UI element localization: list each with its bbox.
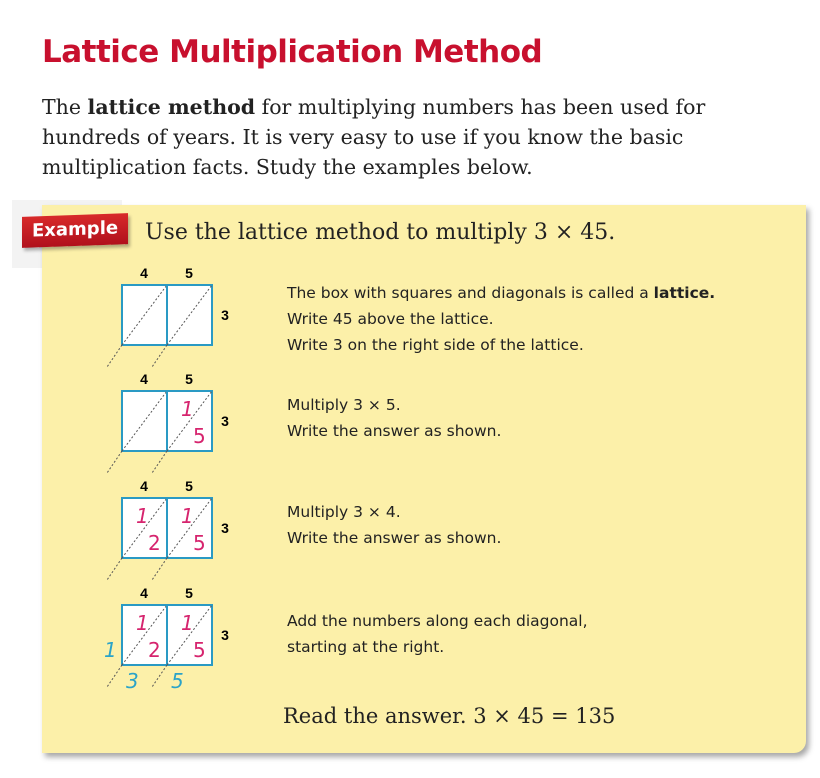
step-line: Write 45 above the lattice. (287, 310, 494, 328)
intro-bold: lattice method (87, 95, 256, 119)
diagonal-extension (152, 665, 167, 687)
lattice-top-digit: 5 (185, 585, 193, 601)
lattice-side-digit: 3 (221, 520, 229, 536)
step-description (287, 608, 588, 660)
product-ones: 5 (193, 638, 206, 662)
example-badge: Example (22, 213, 128, 248)
diagonal-extension (107, 665, 122, 687)
lattice-top-digit: 5 (185, 265, 193, 281)
term-bold: lattice. (653, 284, 716, 302)
step-description (287, 280, 715, 358)
product-ones: 2 (148, 638, 161, 662)
lattice-side-digit: 3 (221, 413, 229, 429)
diagonal-sum: 3 (126, 669, 139, 693)
step-line: The box with squares and diagonals is called a lattice. (287, 284, 716, 302)
product-tens: 1 (181, 397, 194, 421)
diagonal-extension (152, 558, 167, 580)
step-line: Multiply 3 × 5. (287, 396, 401, 414)
answer-line: Read the answer. 3 × 45 = 135 (283, 704, 616, 728)
lattice-top-digit: 4 (140, 371, 148, 387)
lattice-diagram (100, 262, 280, 382)
lattice-diagram (100, 582, 280, 702)
lattice-top-digit: 5 (185, 478, 193, 494)
product-tens: 1 (181, 611, 194, 635)
step-description (287, 392, 501, 444)
product-ones: 2 (148, 531, 161, 555)
lattice-side-digit: 3 (221, 307, 229, 323)
diagonal-extension (152, 345, 167, 367)
example-prompt: Use the lattice method to multiply 3 × 45. (145, 220, 616, 245)
diagonal-extension (107, 345, 122, 367)
intro-text: The (42, 95, 88, 119)
lattice-top-digit: 4 (140, 265, 148, 281)
lattice-diagram (100, 475, 280, 595)
step-line: Write 3 on the right side of the lattice. (287, 336, 584, 354)
diagonal-sum: 1 (104, 638, 117, 662)
product-ones: 5 (193, 531, 206, 555)
lattice-diagram (100, 368, 280, 488)
step-line: starting at the right. (287, 638, 445, 656)
step-line: Add the numbers along each diagonal, (287, 612, 588, 630)
diagonal-extension (107, 558, 122, 580)
page-title: Lattice Multiplication Method (42, 34, 543, 70)
step-line: Write the answer as shown. (287, 422, 502, 440)
product-tens: 1 (181, 504, 194, 528)
lattice-top-digit: 5 (185, 371, 193, 387)
step-description (287, 499, 501, 551)
lattice-top-digit: 4 (140, 478, 148, 494)
product-ones: 5 (193, 424, 206, 448)
step-line: Multiply 3 × 4. (287, 503, 401, 521)
diagonal-sum: 5 (171, 669, 184, 693)
lattice-side-digit: 3 (221, 627, 229, 643)
diagonal-extension (152, 451, 167, 473)
diagonal-extension (107, 451, 122, 473)
intro-paragraph (42, 92, 722, 182)
intro-text: for multiplying numbers has been used for hundreds of years. It is very easy to use if you know the basic multiplication facts. Study the examples below. (42, 95, 706, 179)
product-tens: 1 (136, 611, 149, 635)
step-line: Write the answer as shown. (287, 529, 502, 547)
lattice-top-digit: 4 (140, 585, 148, 601)
product-tens: 1 (136, 504, 149, 528)
